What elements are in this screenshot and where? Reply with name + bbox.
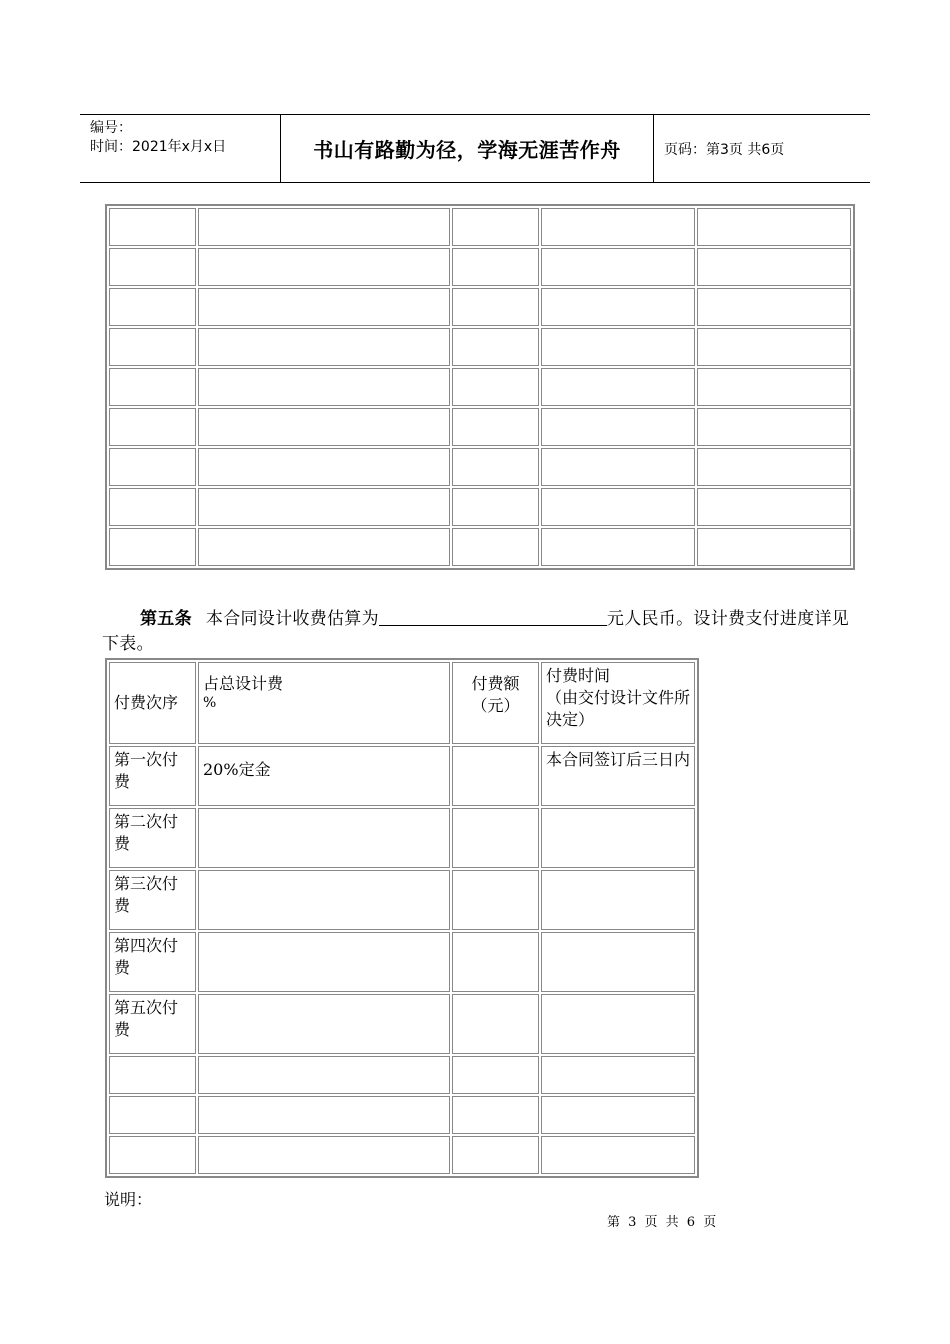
table-cell (198, 368, 450, 406)
table-row (109, 746, 695, 806)
payment-time-cell (541, 994, 695, 1054)
table-row (109, 288, 851, 326)
continued-table (105, 204, 855, 570)
table-cell (198, 328, 450, 366)
table-row (109, 808, 695, 868)
fee-percent-cell (198, 808, 450, 868)
table-cell (697, 248, 851, 286)
table-cell (697, 448, 851, 486)
fee-percent-cell (198, 1136, 450, 1174)
payment-amount-cell (452, 808, 539, 868)
document-date: 时间：2021年x月x日 (90, 139, 227, 155)
table-cell (452, 448, 539, 486)
payment-amount-cell (452, 746, 539, 806)
table-cell (452, 248, 539, 286)
table-cell (452, 368, 539, 406)
table-cell (109, 248, 196, 286)
table-cell (452, 528, 539, 566)
payment-time-cell (541, 1136, 695, 1174)
table-cell (198, 528, 450, 566)
payment-order-cell: 第一次付费 (109, 746, 196, 806)
table-cell (109, 208, 196, 246)
table-row (109, 994, 695, 1054)
fee-percent-cell (198, 1096, 450, 1134)
header-meta (80, 115, 281, 182)
table-row (109, 1136, 695, 1174)
table-cell (541, 328, 695, 366)
table-row (109, 1096, 695, 1134)
table-row (109, 208, 851, 246)
table-cell (452, 288, 539, 326)
note-label: 说明： (104, 1190, 153, 1209)
table-cell (697, 208, 851, 246)
table-cell (198, 408, 450, 446)
table-cell (109, 328, 196, 366)
payment-time-cell (541, 1096, 695, 1134)
header-payment-amount: 付费额 （元） (452, 662, 539, 744)
payment-amount-cell (452, 1096, 539, 1134)
document-number-label: 编号： (90, 120, 132, 136)
table-cell (452, 408, 539, 446)
article-text-end: 元人民币。设计费支付进度详见下表。 (102, 609, 850, 654)
table-cell (541, 408, 695, 446)
payment-time-cell (541, 870, 695, 930)
header-payment-time: 付费时间 （由交付设计文件所决定） (541, 662, 695, 744)
header-page-number: 页码：第3页 共6页 (664, 141, 785, 158)
table-cell (697, 488, 851, 526)
table-cell (697, 328, 851, 366)
payment-order-cell: 第三次付费 (109, 870, 196, 930)
payment-amount-cell (452, 870, 539, 930)
payment-amount-cell (452, 1136, 539, 1174)
table-row (109, 932, 695, 992)
article-number: 第五条 (140, 609, 192, 629)
table-cell (109, 408, 196, 446)
fee-percent-cell (198, 932, 450, 992)
payment-schedule-table (105, 658, 699, 1178)
table-cell (541, 528, 695, 566)
table-cell (198, 488, 450, 526)
table-row (109, 448, 851, 486)
table-cell (541, 288, 695, 326)
page-footer: 第 3 页 共 6 页 (607, 1215, 717, 1230)
table-cell (109, 448, 196, 486)
table-cell (697, 368, 851, 406)
payment-time-cell (541, 1056, 695, 1094)
fee-percent-cell (198, 870, 450, 930)
table-row (109, 870, 695, 930)
table-cell (109, 368, 196, 406)
payment-amount-cell (452, 994, 539, 1054)
table-cell (697, 288, 851, 326)
table-cell (541, 448, 695, 486)
payment-amount-cell (452, 1056, 539, 1094)
table-header-row (109, 662, 695, 744)
table-cell (697, 528, 851, 566)
fee-amount-blank (379, 608, 607, 626)
table-row (109, 368, 851, 406)
table-cell (541, 248, 695, 286)
payment-order-cell: 第二次付费 (109, 808, 196, 868)
payment-order-cell: 第五次付费 (109, 994, 196, 1054)
page-header (80, 114, 870, 183)
table-cell (541, 488, 695, 526)
payment-time-cell (541, 932, 695, 992)
article-five (102, 607, 854, 657)
payment-order-cell (109, 1056, 196, 1094)
table-row (109, 408, 851, 446)
header-payment-order: 付费次序 (109, 662, 196, 744)
table-cell (109, 528, 196, 566)
payment-order-cell (109, 1136, 196, 1174)
table-cell (198, 208, 450, 246)
article-text-start: 本合同设计收费估算为 (205, 609, 379, 629)
fee-percent-cell (198, 1056, 450, 1094)
table-cell (541, 208, 695, 246)
table-cell (198, 288, 450, 326)
table-cell (697, 408, 851, 446)
table-cell (452, 488, 539, 526)
header-fee-percent: 占总设计费 % (198, 662, 450, 744)
table-cell (109, 488, 196, 526)
payment-amount-cell (452, 932, 539, 992)
table-cell (452, 328, 539, 366)
table-cell (198, 448, 450, 486)
payment-order-cell: 第四次付费 (109, 932, 196, 992)
header-motto: 书山有路勤为径，学海无涯苦作舟 (281, 115, 654, 182)
fee-percent-cell (198, 994, 450, 1054)
table-row (109, 1056, 695, 1094)
payment-time-cell: 本合同签订后三日内 (541, 746, 695, 806)
payment-order-cell (109, 1096, 196, 1134)
table-row (109, 528, 851, 566)
payment-time-cell (541, 808, 695, 868)
table-cell (109, 288, 196, 326)
table-cell (198, 248, 450, 286)
fee-percent-cell: 20%定金 (198, 746, 450, 806)
table-cell (452, 208, 539, 246)
table-row (109, 248, 851, 286)
table-cell (541, 368, 695, 406)
table-row (109, 328, 851, 366)
table-row (109, 488, 851, 526)
